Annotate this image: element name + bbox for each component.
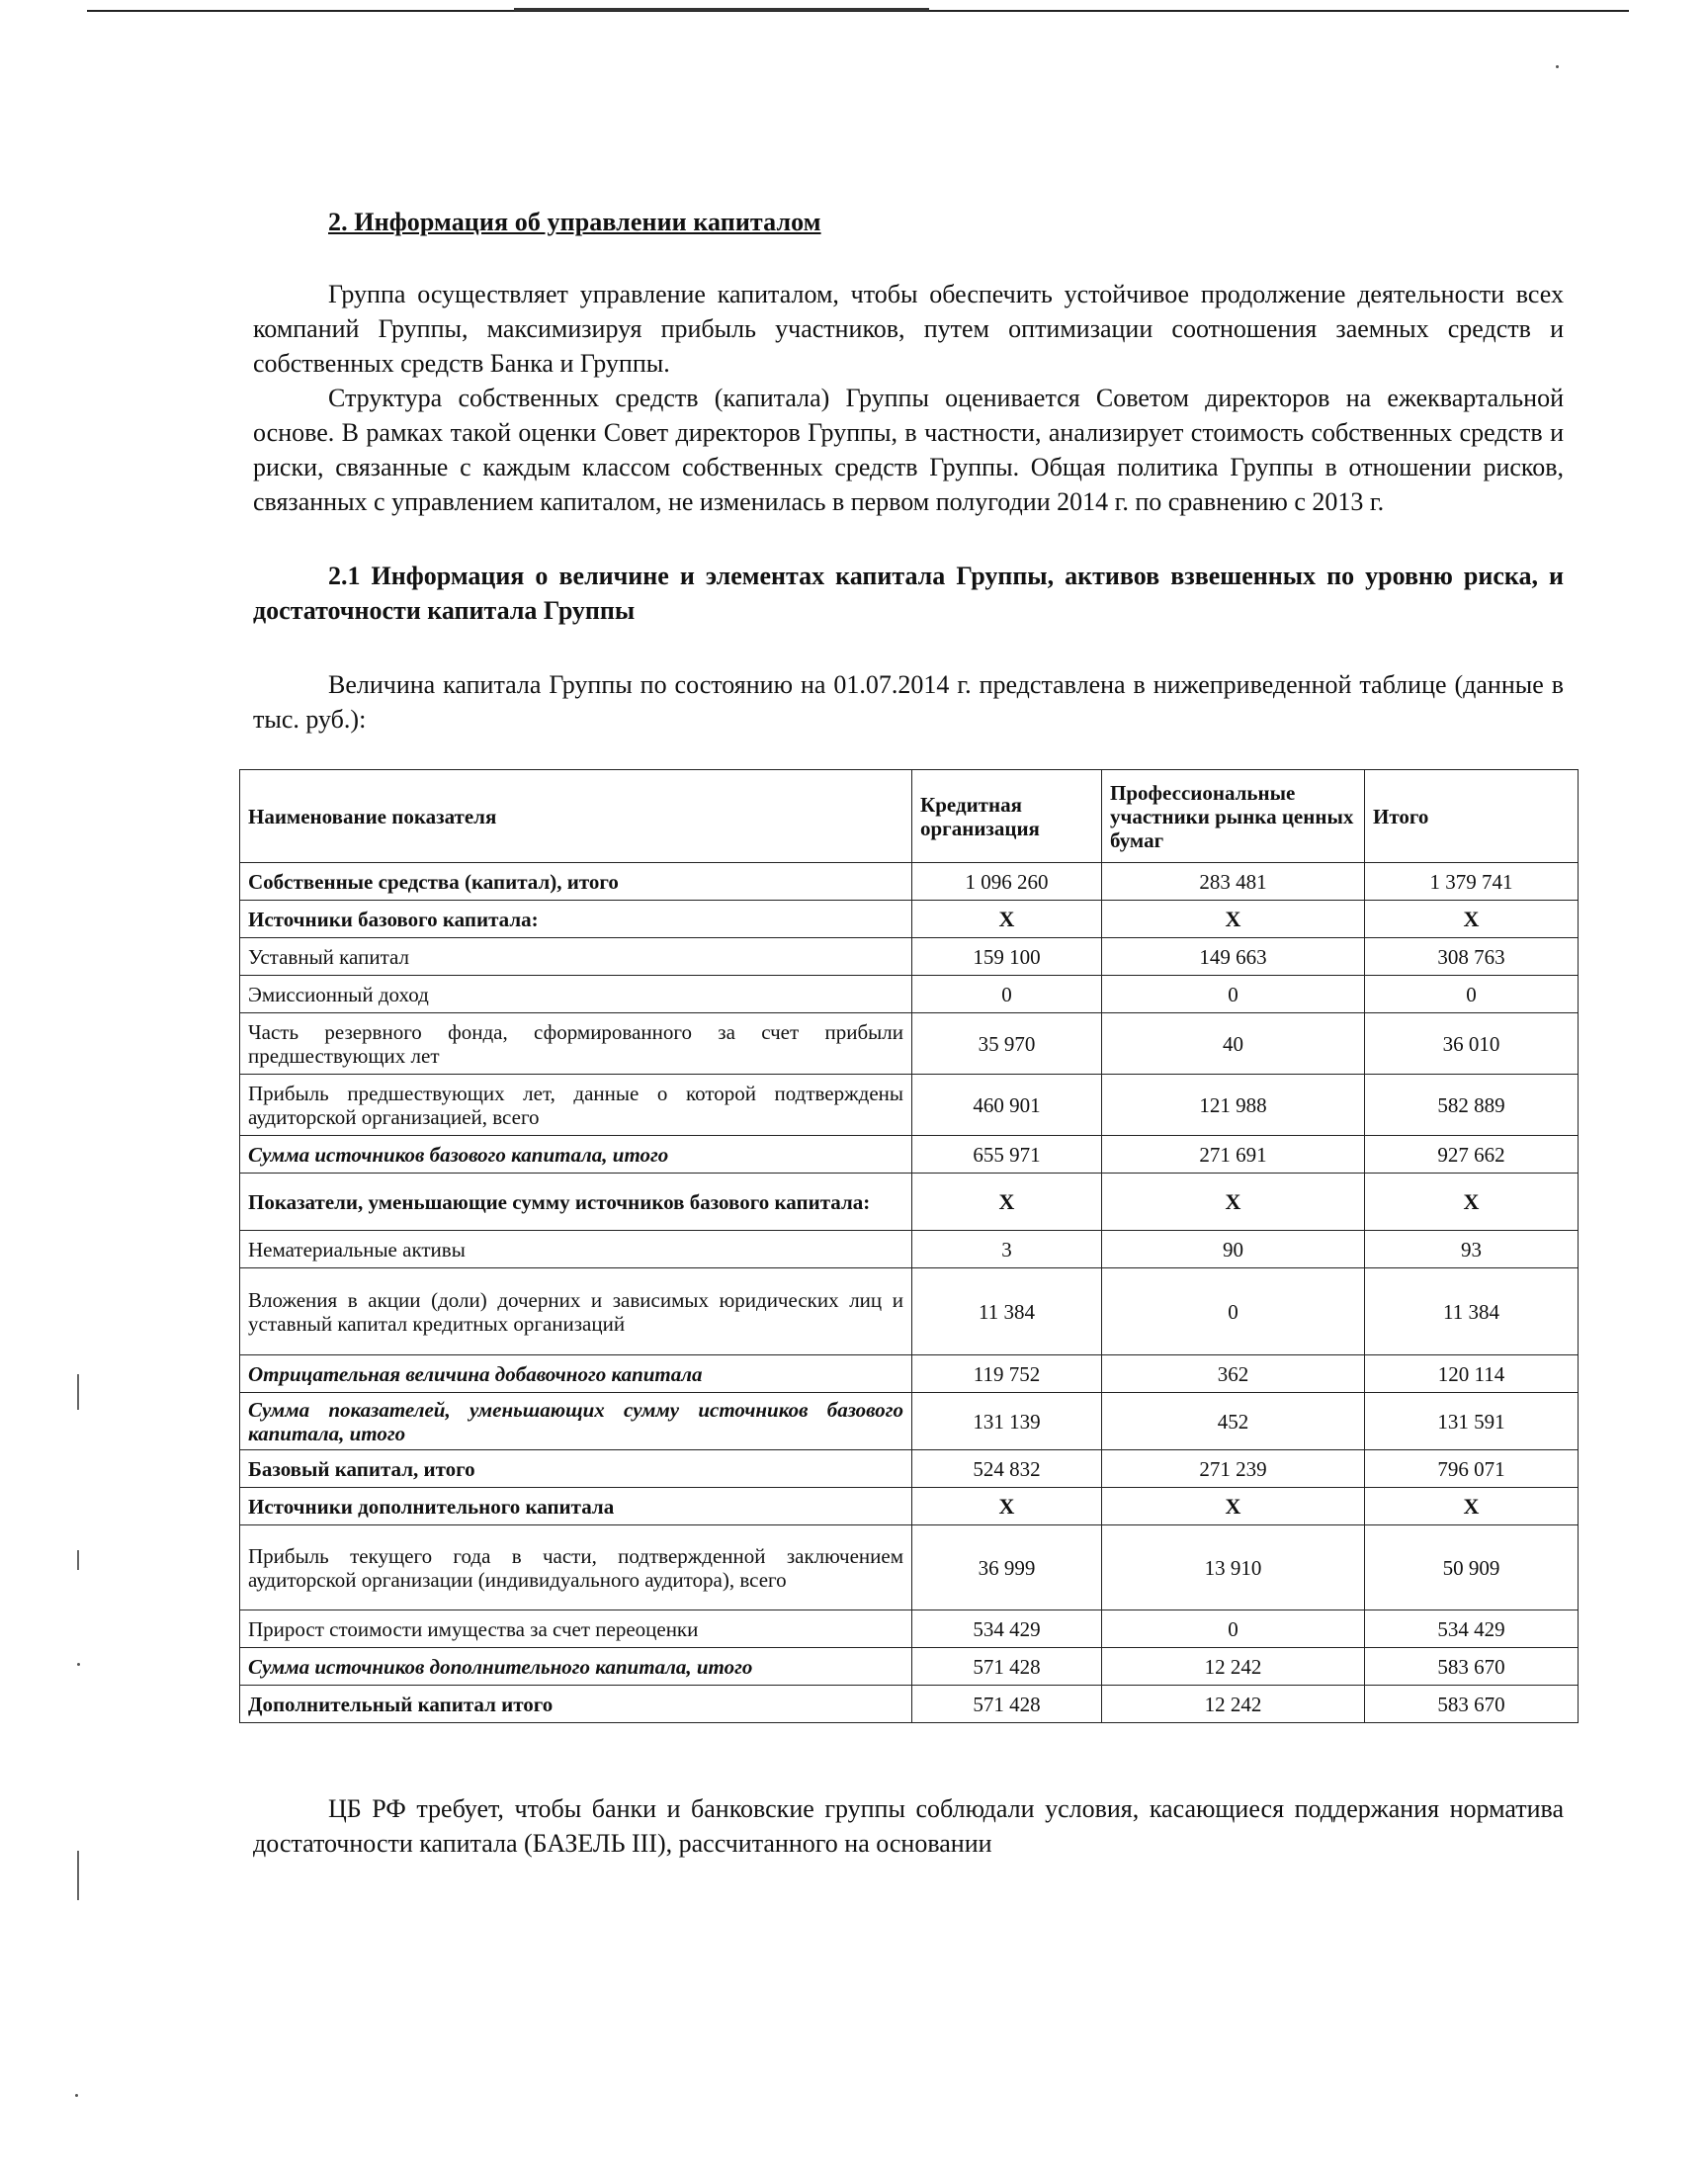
credit-org-value-cell: 36 999 [912, 1525, 1102, 1610]
prof-participants-value-cell: 452 [1102, 1393, 1365, 1450]
table-row [240, 1488, 1579, 1525]
row-name-cell: Прирост стоимости имущества за счет переоценки [240, 1610, 912, 1648]
table-row [240, 1075, 1579, 1136]
prof-participants-value-cell: 149 663 [1102, 938, 1365, 976]
table-row [240, 1686, 1579, 1723]
credit-org-value-cell: 534 429 [912, 1610, 1102, 1648]
table-row [240, 1013, 1579, 1075]
total-value-cell: 36 010 [1365, 1013, 1579, 1075]
total-value-cell: 120 114 [1365, 1355, 1579, 1393]
prof-participants-value-cell: 271 239 [1102, 1450, 1365, 1488]
total-value-cell: X [1365, 1488, 1579, 1525]
credit-org-value-cell: 571 428 [912, 1686, 1102, 1723]
row-name-cell: Прибыль предшествующих лет, данные о которой подтверждены аудиторской организацией, всего [240, 1075, 912, 1136]
total-value-cell: X [1365, 901, 1579, 938]
scan-speck [1556, 65, 1559, 68]
scan-top-rule-thick [514, 8, 929, 11]
header-total: Итого [1365, 770, 1579, 863]
prof-participants-value-cell: 0 [1102, 1610, 1365, 1648]
total-value-cell: 308 763 [1365, 938, 1579, 976]
table-row [240, 863, 1579, 901]
prof-participants-value-cell: X [1102, 901, 1365, 938]
prof-participants-value-cell: 0 [1102, 976, 1365, 1013]
paragraph-1: Группа осуществляет управление капиталом, чтобы обеспечить устойчивое продолжение деятельности всех компаний Группы, максимизируя прибыль участников, путем оптимизации соотношения заемных средств и собственных средств Банка и Группы. [253, 280, 1564, 378]
total-value-cell: 93 [1365, 1231, 1579, 1268]
credit-org-value-cell: X [912, 1174, 1102, 1231]
table-header-row [240, 770, 1579, 863]
credit-org-value-cell: X [912, 901, 1102, 938]
prof-participants-value-cell: 40 [1102, 1013, 1365, 1075]
scan-margin-mark [77, 1851, 79, 1900]
row-name-cell: Показатели, уменьшающие сумму источников базового капитала: [240, 1174, 912, 1231]
total-value-cell: X [1365, 1174, 1579, 1231]
credit-org-value-cell: 131 139 [912, 1393, 1102, 1450]
table-row [240, 938, 1579, 976]
credit-org-value-cell: X [912, 1488, 1102, 1525]
credit-org-value-cell: 159 100 [912, 938, 1102, 976]
total-value-cell: 534 429 [1365, 1610, 1579, 1648]
row-name-cell: Собственные средства (капитал), итого [240, 863, 912, 901]
prof-participants-value-cell: 271 691 [1102, 1136, 1365, 1174]
prof-participants-value-cell: 0 [1102, 1268, 1365, 1355]
scan-margin-mark [77, 1374, 79, 1410]
total-value-cell: 582 889 [1365, 1075, 1579, 1136]
row-name-cell: Уставный капитал [240, 938, 912, 976]
row-name-cell: Источники базового капитала: [240, 901, 912, 938]
table-row [240, 1610, 1579, 1648]
row-name-cell: Вложения в акции (доли) дочерних и зависимых юридических лиц и уставный капитал кредитных организаций [240, 1268, 912, 1355]
total-value-cell: 796 071 [1365, 1450, 1579, 1488]
header-prof-participants: Профессиональные участники рынка ценных бумаг [1102, 770, 1365, 863]
row-name-cell: Базовый капитал, итого [240, 1450, 912, 1488]
credit-org-value-cell: 655 971 [912, 1136, 1102, 1174]
table-row [240, 901, 1579, 938]
row-name-cell: Часть резервного фонда, сформированного за счет прибыли предшествующих лет [240, 1013, 912, 1075]
closing-paragraph: ЦБ РФ требует, чтобы банки и банковские группы соблюдали условия, касающиеся поддержания норматива достаточности капитала (БАЗЕЛЬ III), рассчитанного на основании [253, 1794, 1564, 1858]
total-value-cell: 131 591 [1365, 1393, 1579, 1450]
scan-speck [75, 2094, 78, 2097]
table-row [240, 1268, 1579, 1355]
header-name: Наименование показателя [240, 770, 912, 863]
row-name-cell: Нематериальные активы [240, 1231, 912, 1268]
prof-participants-value-cell: 362 [1102, 1355, 1365, 1393]
table-row [240, 1648, 1579, 1686]
table-row [240, 1450, 1579, 1488]
prof-participants-value-cell: X [1102, 1174, 1365, 1231]
credit-org-value-cell: 3 [912, 1231, 1102, 1268]
row-name-cell: Отрицательная величина добавочного капитала [240, 1355, 912, 1393]
row-name-cell: Сумма показателей, уменьшающих сумму источников базового капитала, итого [240, 1393, 912, 1450]
row-name-cell: Сумма источников дополнительного капитала, итого [240, 1648, 912, 1686]
row-name-cell: Эмиссионный доход [240, 976, 912, 1013]
credit-org-value-cell: 571 428 [912, 1648, 1102, 1686]
table-row [240, 976, 1579, 1013]
capital-table [239, 769, 1579, 1723]
table-intro: Величина капитала Группы по состоянию на 01.07.2014 г. представлена в нижеприведенной таблице (данные в тыс. руб.): [253, 670, 1564, 734]
credit-org-value-cell: 0 [912, 976, 1102, 1013]
prof-participants-value-cell: X [1102, 1488, 1365, 1525]
prof-participants-value-cell: 13 910 [1102, 1525, 1365, 1610]
table-row [240, 1231, 1579, 1268]
table-row [240, 1136, 1579, 1174]
document-body [253, 208, 1564, 737]
row-name-cell: Прибыль текущего года в части, подтвержденной заключением аудиторской организации (индивидуального аудитора), всего [240, 1525, 912, 1610]
prof-participants-value-cell: 90 [1102, 1231, 1365, 1268]
closing-block [253, 1791, 1564, 1861]
credit-org-value-cell: 35 970 [912, 1013, 1102, 1075]
paragraph-2: Структура собственных средств (капитала) Группы оценивается Советом директоров на ежеквартальной основе. В рамках такой оценки Совет директоров Группы, в частности, анализирует стоимость собственных средств и риски, связанные с каждым классом собственных средств Группы. Общая политика Группы в отношении рисков, связанных с управлением капиталом, не изменилась в первом полугодии 2014 г. по сравнению с 2013 г. [253, 384, 1564, 516]
credit-org-value-cell: 524 832 [912, 1450, 1102, 1488]
total-value-cell: 927 662 [1365, 1136, 1579, 1174]
total-value-cell: 583 670 [1365, 1686, 1579, 1723]
table-row [240, 1355, 1579, 1393]
credit-org-value-cell: 1 096 260 [912, 863, 1102, 901]
header-credit-org: Кредитная организация [912, 770, 1102, 863]
table-row [240, 1393, 1579, 1450]
row-name-cell: Источники дополнительного капитала [240, 1488, 912, 1525]
total-value-cell: 1 379 741 [1365, 863, 1579, 901]
scan-speck [77, 1663, 80, 1666]
prof-participants-value-cell: 283 481 [1102, 863, 1365, 901]
row-name-cell: Дополнительный капитал итого [240, 1686, 912, 1723]
table-body [240, 863, 1579, 1723]
scan-margin-mark [77, 1550, 79, 1570]
prof-participants-value-cell: 12 242 [1102, 1686, 1365, 1723]
table-row [240, 1174, 1579, 1231]
credit-org-value-cell: 119 752 [912, 1355, 1102, 1393]
table-row [240, 1525, 1579, 1610]
subsection-title: 2.1 Информация о величине и элементах капитала Группы, активов взвешенных по уровню риска, и достаточности капитала Группы [253, 562, 1564, 625]
prof-participants-value-cell: 12 242 [1102, 1648, 1365, 1686]
total-value-cell: 50 909 [1365, 1525, 1579, 1610]
credit-org-value-cell: 11 384 [912, 1268, 1102, 1355]
row-name-cell: Сумма источников базового капитала, итого [240, 1136, 912, 1174]
total-value-cell: 583 670 [1365, 1648, 1579, 1686]
total-value-cell: 11 384 [1365, 1268, 1579, 1355]
section-title: 2. Информация об управлении капиталом [328, 208, 821, 236]
total-value-cell: 0 [1365, 976, 1579, 1013]
prof-participants-value-cell: 121 988 [1102, 1075, 1365, 1136]
credit-org-value-cell: 460 901 [912, 1075, 1102, 1136]
